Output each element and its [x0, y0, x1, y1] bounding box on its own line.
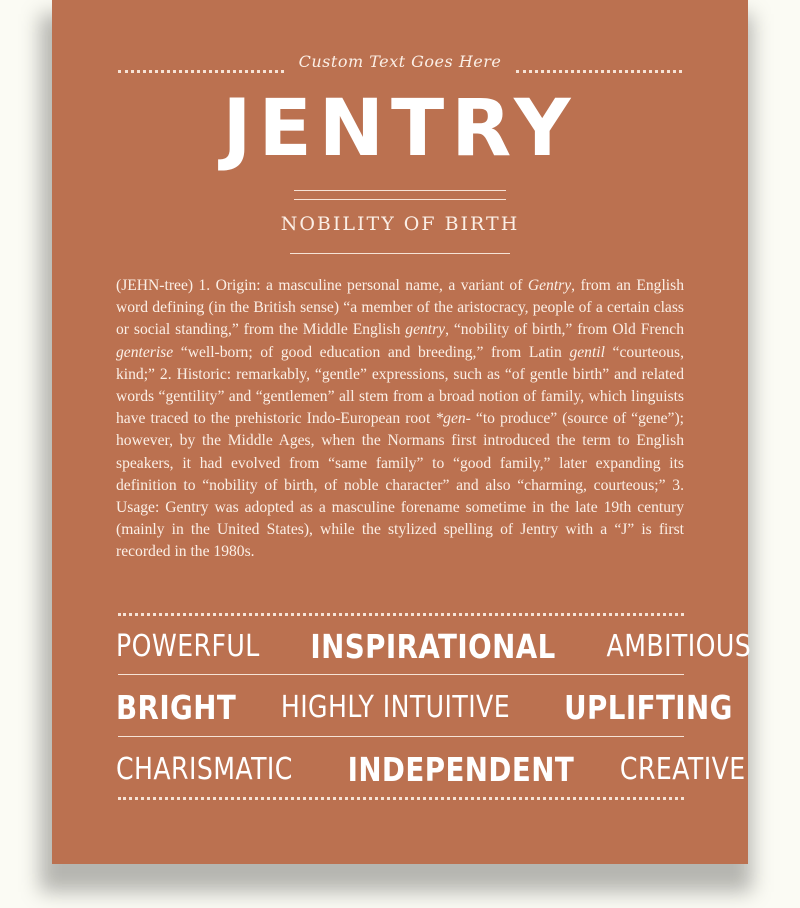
trait-word: CHARISMATIC: [116, 751, 293, 787]
definition-text: [116, 275, 684, 564]
dotted-divider-traits-bottom: [118, 797, 684, 800]
definition-part: , “nobility of birth,” from Old French: [445, 321, 685, 339]
trait-row-3: [116, 745, 746, 793]
trait-word: POWERFUL: [116, 628, 260, 664]
trait-word: BRIGHT: [116, 687, 237, 727]
definition-part: “well-born; of good education and breeding,” from Latin: [173, 343, 570, 361]
name-title: JENTRY: [222, 84, 578, 174]
definition-italic: genterise: [116, 343, 174, 361]
definition-italic: gentry: [405, 321, 446, 339]
title-rule-top: [294, 190, 506, 191]
trait-row-1: [116, 622, 752, 670]
definition-part: “courteous, kind;” 2. Historic: remarkably, “gentle” expressions, such as “of gentle birth” and related words “gentility” and “gentlemen” all stem from a broad notion of family, which linguists have traced to the prehistoric Indo-European root: [116, 343, 685, 428]
trait-word: INSPIRATIONAL: [310, 626, 556, 666]
definition-italic: Gentry: [527, 277, 572, 294]
definition-italic: gentil: [569, 343, 605, 361]
trait-word: UPLIFTING: [564, 687, 733, 727]
name-poster: [52, 0, 752, 864]
name-meaning: NOBILITY OF BIRTH: [280, 213, 520, 235]
trait-word: AMBITIOUS: [606, 628, 752, 664]
title-rule-bottom: [294, 199, 506, 200]
meaning-rule: [290, 253, 510, 254]
trait-word: HIGHLY INTUITIVE: [280, 689, 511, 725]
custom-text: Custom Text Goes Here: [298, 52, 502, 71]
definition-italic: *gen-: [435, 410, 471, 428]
trait-row-2: [116, 683, 733, 731]
trait-rule-2: [118, 736, 684, 737]
definition-part: , from an English word defining (in the British sense) “a member of the aristocracy, people of a certain class or social standing,” from the Middle English: [116, 277, 684, 339]
trait-word: CREATIVE: [620, 751, 746, 787]
definition-part: (JEHN-tree) 1. Origin: a masculine personal name, a variant of: [116, 277, 528, 294]
definition-part: “to produce” (source of “gene”); however, by the Middle Ages, when the Normans first introduced the term to English speakers, it had evolved from “same family” to “good family,” later expanding its definition to “nobility of birth, of noble character” and also “charming, courteous;” 3. Usage: Gentry was adopted as a masculine forename sometime in the late 19th century (mainly in the United States), while the stylized spelling of Jentry with a “J” is first recorded in the 1980s.: [116, 410, 684, 561]
trait-word: INDEPENDENT: [348, 749, 575, 789]
dotted-divider-traits-top: [118, 613, 684, 616]
trait-rule-1: [118, 674, 684, 675]
